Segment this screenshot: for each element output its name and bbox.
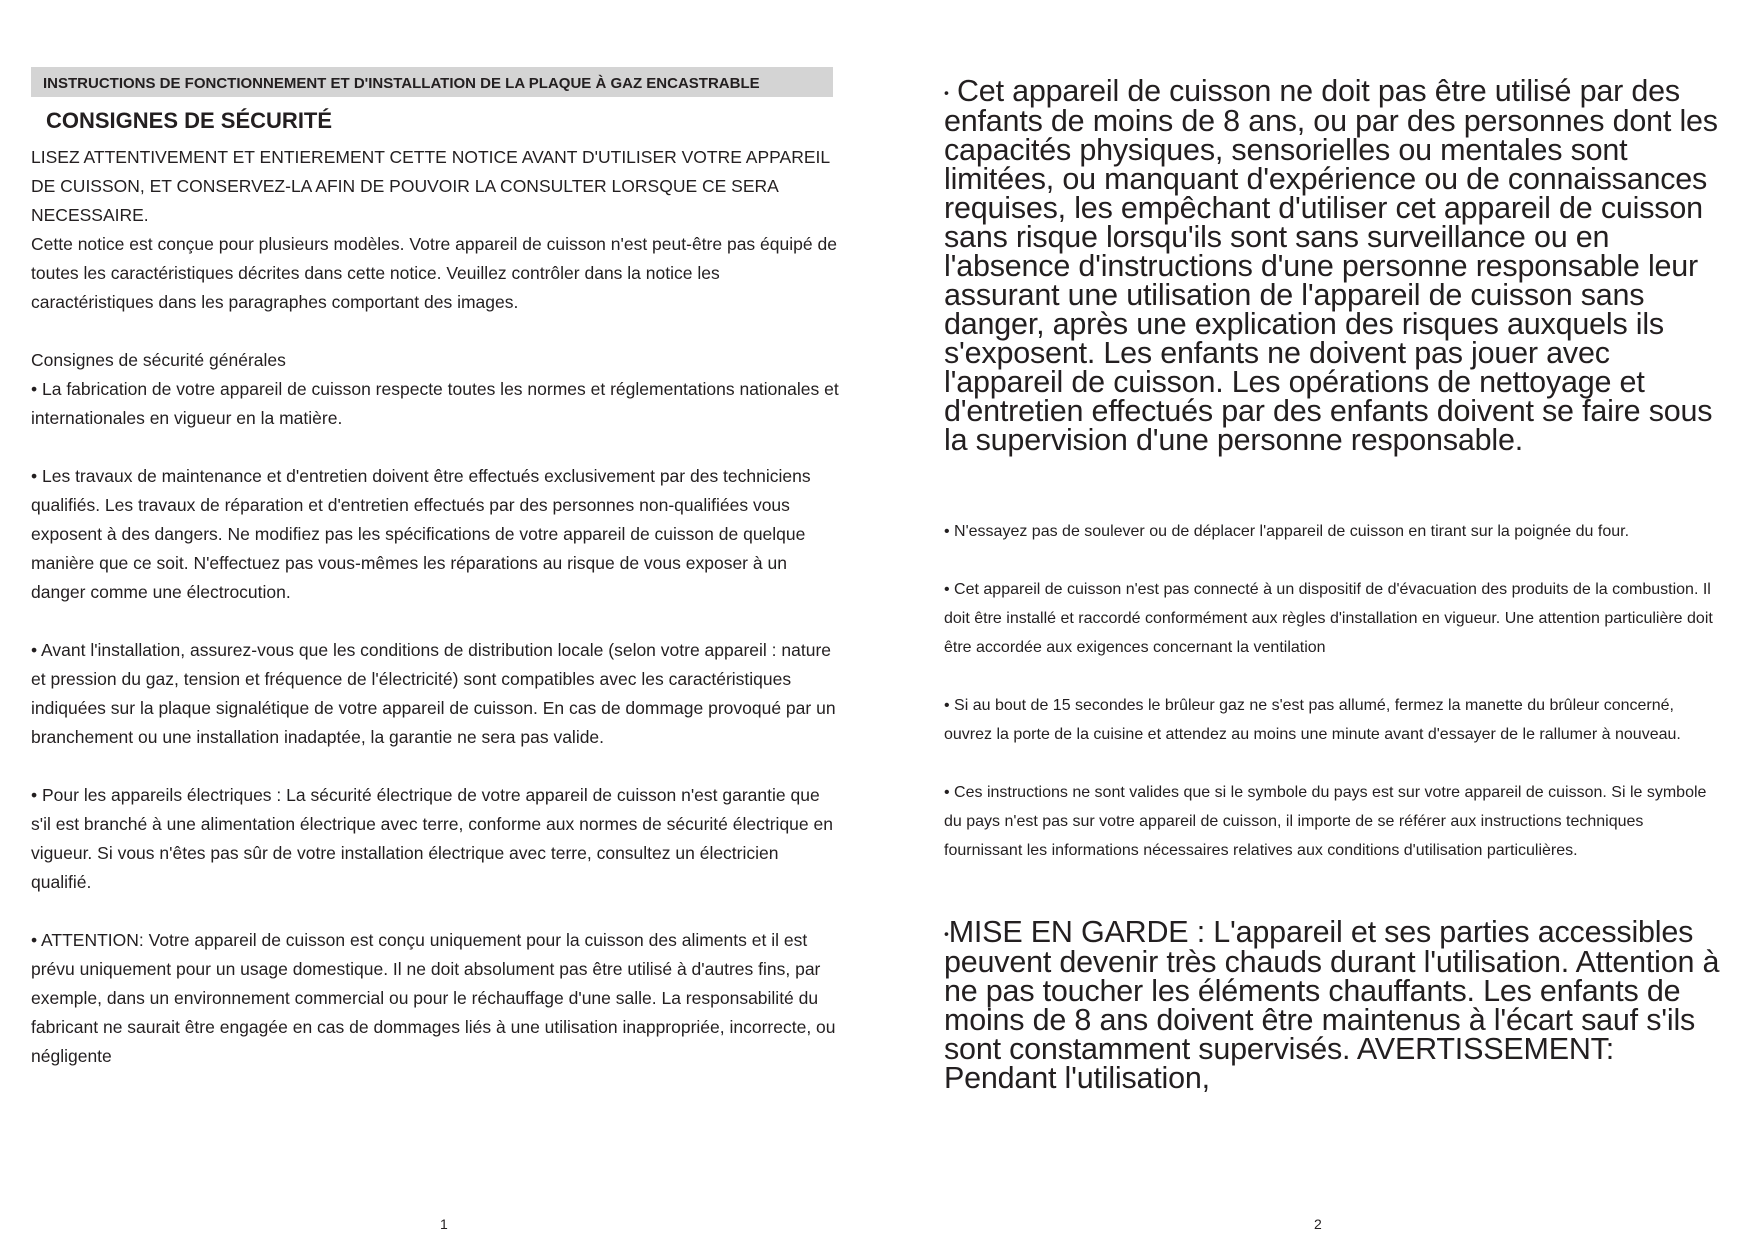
large-warning-text: Cet appareil de cuisson ne doit pas être utilisé par des enfants de moins de 8 ans, ou par des personnes dont les capacités physiques, sensorielles ou mentales sont limitées, ou manquant d'expérience ou de connaissances requises, les empêchant d'utiliser cet appareil de cuisson sans risque lorsqu'ils sont sans surveillance ou en l'absence d'instructions d'une personne responsable leur assurant une utilisation de l'appareil de cuisson sans danger, après une explication des risques auxquels ils s'exposent. Les enfants ne doivent pas jouer avec l'appareil de cuisson. Les opérations de nettoyage et d'entretien effectués par des enfants doivent se faire sous la supervision d'une personne responsable. — [944, 74, 1718, 458]
small-bullet: • N'essayez pas de soulever ou de déplacer l'appareil de cuisson en tirant sur la poignée du four. — [944, 523, 1630, 540]
page-number: 1 — [440, 1216, 448, 1232]
large-caution-text: MISE EN GARDE : L'appareil et ses parties accessibles peuvent devenir très chauds durant l'utilisation. Attention à ne pas toucher les éléments chauffants. Les enfants de moins de 8 ans doivent être maintenus à l'écart sauf s'ils sont constamment supervisés. AVERTISSEMENT: Pendant l'utilisation, — [944, 915, 1720, 1096]
small-bullet-list — [944, 517, 1724, 894]
general-safety-heading: Consignes de sécurité générales — [31, 350, 286, 370]
large-warning-paragraph — [944, 74, 1724, 458]
intro-paragraph: Cette notice est conçue pour plusieurs modèles. Votre appareil de cuisson n'est peut-être pas équipé de toutes les caractéristiques décrites dans cette notice. Veuillez contrôler dans la notice les caractéristiques dans les paragraphes comportant des images. — [31, 234, 837, 312]
safety-bullet: • Les travaux de maintenance et d'entretien doivent être effectués exclusivement par des techniciens qualifiés. Les travaux de réparation et d'entretien effectués par des personnes non-qualifiées vous exposent à des dangers. Ne modifiez pas les spécifications de votre appareil de cuisson de quelque manière que ce soit. N'effectuez pas vous-mêmes les réparations au risque de vous exposer à un danger comme une électrocution. — [31, 466, 811, 602]
safety-bullet: • La fabrication de votre appareil de cuisson respecte toutes les normes et réglementations nationales et internationales en vigueur en la matière. — [31, 379, 839, 428]
small-bullet: • Cet appareil de cuisson n'est pas connecté à un dispositif de d'évacuation des produits de la combustion. Il doit être installé et raccordé conformément aux règles d'installation en vigueur. Une attention particulière doit être accordée aux exigences concernant la ventilation — [944, 581, 1713, 656]
page-number: 2 — [1314, 1216, 1322, 1232]
document-header-title: INSTRUCTIONS DE FONCTIONNEMENT ET D'INSTALLATION DE LA PLAQUE À GAZ ENCASTRABLE — [43, 75, 760, 92]
bullet-mark: • — [944, 925, 949, 942]
safety-bullet: • ATTENTION: Votre appareil de cuisson est conçu uniquement pour la cuisson des aliments et il est prévu uniquement pour un usage domestique. Il ne doit absolument pas être utilisé à d'autres fins, par exemple, dans un environnement commercial ou pour le réchauffage d'une salle. La responsabilité du fabricant ne saurait être engagée en cas de dommages liés à une utilisation inappropriée, incorrecte, ou négligente — [31, 930, 836, 1066]
safety-bullet: • Pour les appareils électriques : La sécurité électrique de votre appareil de cuisson n'est garantie que s'il est branché à une alimentation électrique avec terre, conforme aux normes de sécurité électrique en vigueur. Si vous n'êtes pas sûr de votre installation électrique avec terre, consultez un électricien qualifié. — [31, 785, 833, 892]
small-bullet: • Si au bout de 15 secondes le brûleur gaz ne s'est pas allumé, fermez la manette du brûleur concerné, ouvrez la porte de la cuisine et attendez au moins une minute avant d'essayer de le rallumer à nouveau. — [944, 697, 1681, 743]
safety-bullet: • Avant l'installation, assurez-vous que les conditions de distribution locale (selon votre appareil : nature et pression du gaz, tension et fréquence de l'électricité) sont compatibles avec les caractéristiques indiquées sur la plaque signalétique de votre appareil de cuisson. En cas de dommage provoqué par un branchement ou une installation inadaptée, la garantie ne sera pas valide. — [31, 640, 836, 747]
intro-caps-paragraph: LISEZ ATTENTIVEMENT ET ENTIEREMENT CETTE NOTICE AVANT D'UTILISER VOTRE APPAREIL DE CUISSON, ET CONSERVEZ-LA AFIN DE POUVOIR LA CONSULTER LORSQUE CE SERA NECESSAIRE. — [31, 147, 830, 225]
left-body-text — [31, 143, 841, 1100]
large-caution-paragraph — [944, 915, 1724, 1096]
section-title: CONSIGNES DE SÉCURITÉ — [46, 108, 333, 133]
document-header-bar — [31, 67, 833, 97]
bullet-mark: • — [944, 84, 949, 101]
small-bullet: • Ces instructions ne sont valides que si le symbole du pays est sur votre appareil de cuisson. Si le symbole du pays n'est pas sur votre appareil de cuisson, il importe de se référer aux instructions techniques fournissant les informations nécessaires relatives aux conditions d'utilisation particulières. — [944, 784, 1707, 859]
